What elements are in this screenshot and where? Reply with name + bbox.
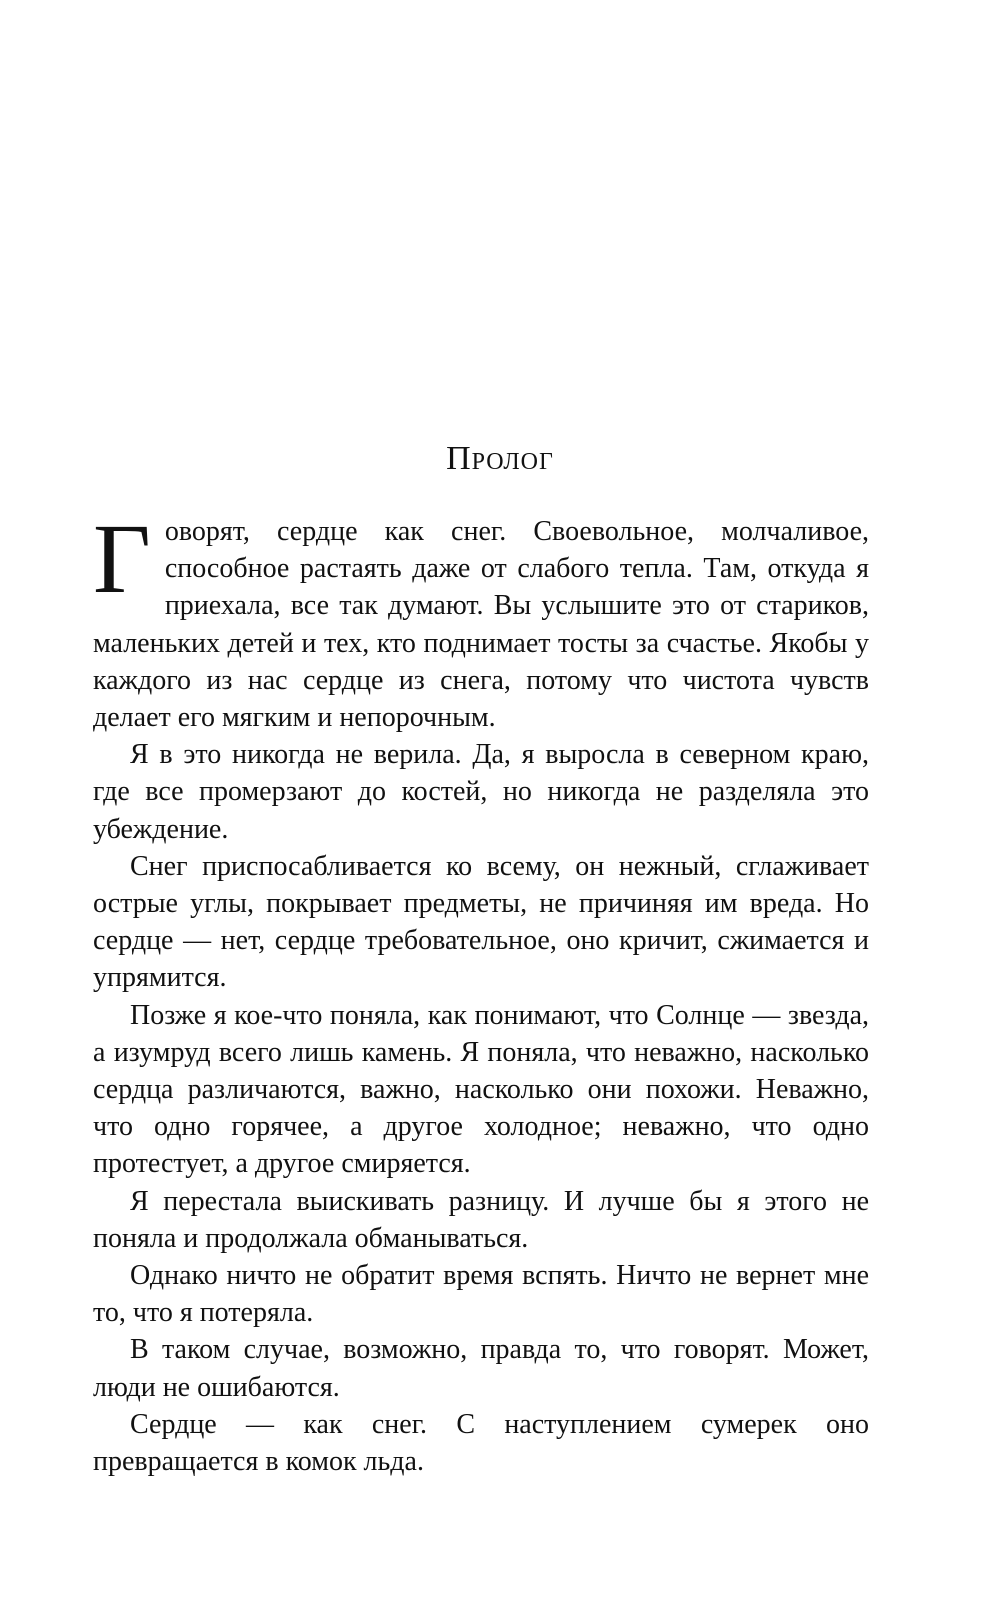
paragraph-2: Я в это никогда не верила. Да, я выросла в северном краю, где все промерзают до костей, но никогда не разделяла это убеждение. — [93, 739, 869, 845]
chapter-title: Пролог — [446, 440, 554, 477]
paragraph-1 — [93, 503, 869, 736]
drop-cap: Г — [93, 503, 151, 614]
paragraph-7: В таком случае, возможно, правда то, что говорят. Может, люди не ошибаются. — [93, 1334, 869, 1403]
paragraph-4: Позже я кое-что поняла, как понимают, что Солнце — звезда, а изумруд всего лишь камень. Я поняла, что неважно, насколько сердца различаются, важно, насколько они похожи. Неважно, что одно горячее, а другое холодное; неважно, что одно протестует, а другое смиряется. — [93, 999, 869, 1180]
paragraph-1-text: оворят, сердце как снег. Своевольное, молчаливое, способное растаять даже от слабого тепла. Там, откуда я приехала, все так думают. Вы услышите это от стариков, маленьких детей и тех, кто поднимает тосты за счастье. Якобы у каждого из нас сердце из снега, потому что чистота чувств делает его мягким и непорочным. — [93, 516, 869, 734]
body-text — [93, 503, 869, 1480]
paragraph-6: Однако ничто не обратит время вспять. Ничто не вернет мне то, что я потеряла. — [93, 1260, 869, 1329]
paragraph-8: Сердце — как снег. С наступлением сумерек оно превращается в комок льда. — [93, 1408, 869, 1478]
paragraph-5: Я перестала выискивать разницу. И лучше бы я этого не поняла и продолжала обманываться. — [93, 1185, 869, 1254]
paragraph-3: Снег приспосабливается ко всему, он нежный, сглаживает острые углы, покрывает предметы, не причиняя им вреда. Но сердце — нет, сердце требовательное, оно кричит, сжимается и упрямится. — [93, 850, 869, 994]
